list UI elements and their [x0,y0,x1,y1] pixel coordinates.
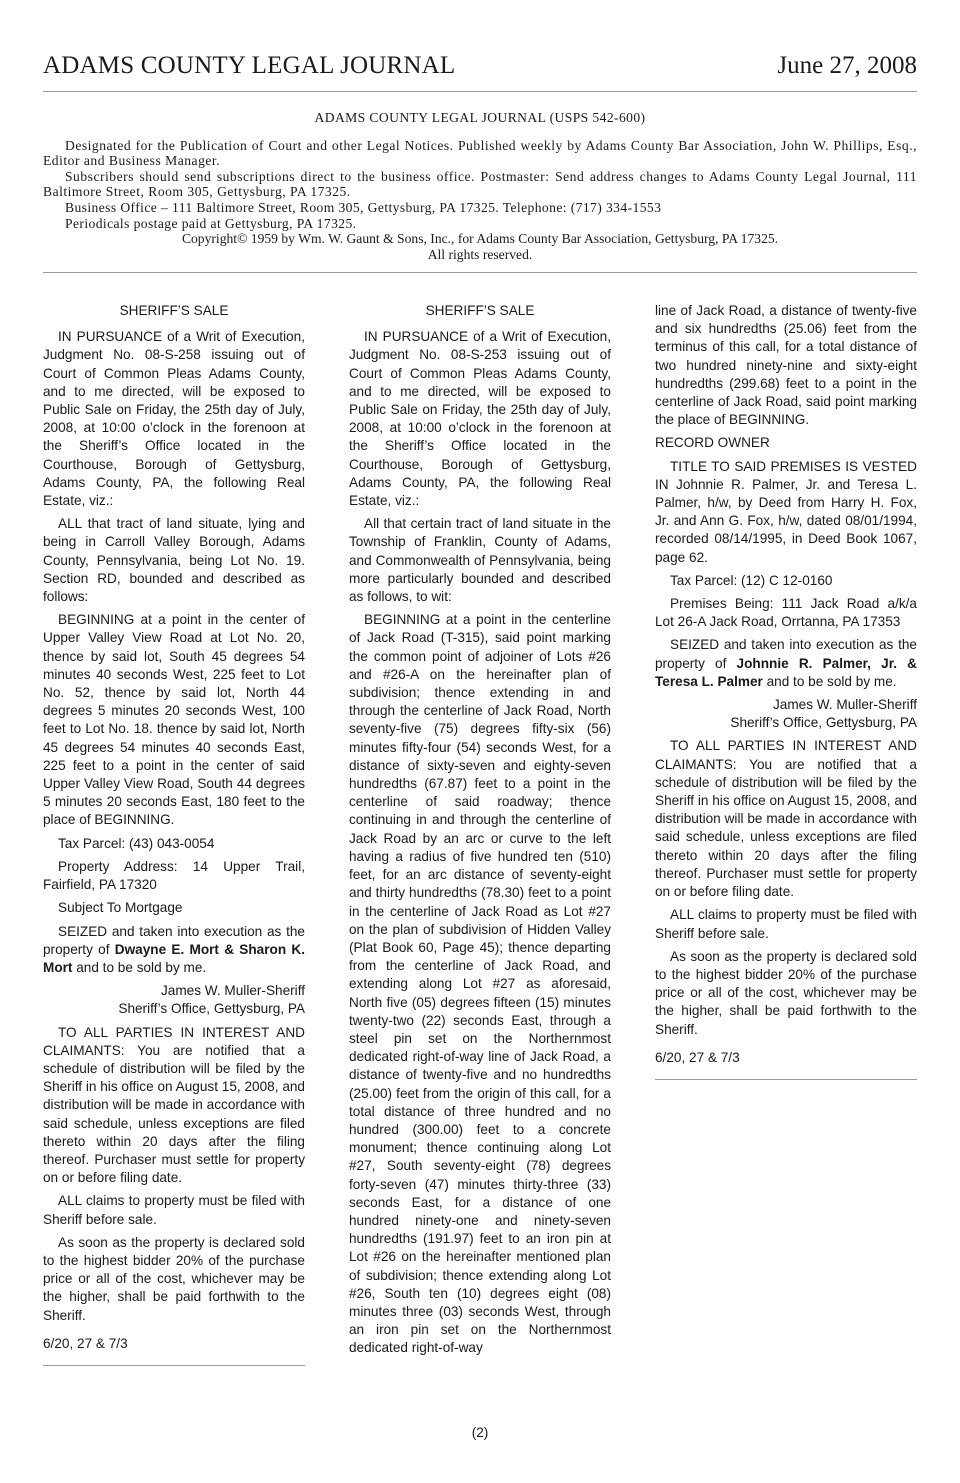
masthead-rights: All rights reserved. [427,246,533,262]
notice1-mortgage: Subject To Mortgage [58,900,183,916]
notice2-sheriff-name: James W. Muller-Sheriff [772,697,917,713]
column-1 [43,302,305,1366]
notice2-sheriff-office: Sheriff’s Office, Gettysburg, PA [730,715,917,731]
notice2-heading: SHERIFF’S SALE [425,303,535,318]
notice2-seized-post: and to be sold by me. [762,673,897,689]
notice2-claims: ALL claims to property must be filed with Sheriff before sale. [655,907,917,941]
masthead-subscribers: Subscribers should send subscriptions direct to the business office. Postmaster: Send address changes to Adams County Legal Journal, 111 Baltimore Street, Room 305, Gettysburg, PA 17325. [43,168,917,200]
masthead [43,110,917,262]
masthead-title: ADAMS COUNTY LEGAL JOURNAL (USPS 542-600) [314,110,646,125]
notice2-seized [655,636,917,691]
masthead-copyright: Copyright© 1959 by Wm. W. Gaunt & Sons, Inc., for Adams County Bar Association, Gettysburg, PA 17325. [181,231,779,247]
notice2-end-rule [655,1079,917,1080]
notice2-record-owner: RECORD OWNER [655,435,770,451]
notice2-beginning-continued: line of Jack Road, a distance of twenty-five and six hundredths (25.06) feet from the terminus of this call, for a total distance of two hundred ninety-nine and sixty-eight hundredths (299.68) feet to a point in the centerline of Jack Road, said point marking the place of BEGINNING. [655,303,917,428]
notice1-defendants: Dwayne E. Mort & Sharon K. Mort [43,941,305,975]
notice1-parties: TO ALL PARTIES IN INTEREST AND CLAIMANTS: You are notified that a schedule of distribution will be filed by the Sheriff in his office on August 15, 2008, and distribution will be made in accordance with said schedule, unless exceptions are filed thereto within 20 days after the filing thereof. Purchaser must settle for property on or before filing date. [43,1024,305,1186]
page-header [43,52,917,86]
notice2-premises: Premises Being: 111 Jack Road a/k/a Lot 26-A Jack Road, Orrtanna, PA 17353 [655,596,917,630]
journal-title: ADAMS COUNTY LEGAL JOURNAL [43,52,456,79]
notice1-claims: ALL claims to property must be filed with Sheriff before sale. [43,1193,305,1227]
notice1-sheriff-name: James W. Muller-Sheriff [160,983,305,999]
notice1-end-rule [43,1365,305,1366]
masthead-divider [43,272,917,273]
notice1-beginning: BEGINNING at a point in the center of Upper Valley View Road at Lot No. 20, thence by said lot, South 45 degrees 54 minutes 40 seconds West, 225 feet to Lot No. 52, thence by said lot, North 44 degrees 5 minutes 20 seconds West, 100 feet to Lot No. 18. thence by said lot, North 45 degrees 54 minutes 40 seconds East, 225 feet to a point in the center of said Upper Valley View Road, South 44 degrees 5 minutes 20 seconds East, 180 feet to the place of BEGINNING. [43,612,305,828]
column-3 [655,302,917,1080]
notice1-seized [43,923,305,978]
masthead-periodicals: Periodicals postage paid at Gettysburg, PA 17325. [65,215,357,231]
notice2-seized-pre: SEIZED and taken into execution as the property of [655,637,917,671]
notice1-dates: 6/20, 27 & 7/3 [43,1335,128,1351]
notice1-pursuance: IN PURSUANCE of a Writ of Execution, Judgment No. 08-S-258 issuing out of Court of Common Pleas Adams County, and to me directed, will be exposed to Public Sale on Friday, the 25th day of July, 2008, at 10:00 o’clock in the forenoon at the Sheriff’s Office located in the Courthouse, Borough of Gettysburg, Adams County, PA, the following Real Estate, viz.: [43,329,305,509]
notice1-tax-parcel: Tax Parcel: (43) 043-0054 [58,835,215,851]
page-number: (2) [471,1425,489,1440]
notice2-declared: As soon as the property is declared sold to the highest bidder 20% of the purchase price or all of the cost, whichever may be the higher, shall be paid forthwith to the Sheriff. [655,948,917,1037]
notice2-title: TITLE TO SAID PREMISES IS VESTED IN Johnnie R. Palmer, Jr. and Teresa L. Palmer, h/w, by Deed from Harry H. Fox, Jr. and Ann G. Fox, h/w, dated 08/01/1994, recorded 08/14/1995, in Deed Book 1067, page 62. [655,458,917,565]
notice1-property-address: Property Address: 14 Upper Trail, Fairfield, PA 17320 [43,858,305,893]
notice2-dates: 6/20, 27 & 7/3 [655,1049,740,1065]
notice2-defendants: Johnnie R. Palmer, Jr. & Teresa L. Palmer [655,655,917,689]
notice1-declared: As soon as the property is declared sold to the highest bidder 20% of the purchase price or all of the cost, whichever may be the higher, shall be paid forthwith to the Sheriff. [43,1234,305,1323]
notice2-parties: TO ALL PARTIES IN INTEREST AND CLAIMANTS: You are notified that a schedule of distribution will be filed by the Sheriff in his office on August 15, 2008, and distribution will be made in accordance with said schedule, unless exceptions are filed thereto within 20 days after the filing thereof. Purchaser must settle for property on or before filing date. [655,738,917,900]
issue-date: June 27, 2008 [777,52,917,79]
notice1-tract: ALL that tract of land situate, lying and being in Carroll Valley Borough, Adams County, Pennsylvania, being Lot No. 19. Section RD, bounded and described as follows: [43,516,305,605]
header-divider [43,91,917,92]
notice1-sheriff-office: Sheriff’s Office, Gettysburg, PA [118,1001,305,1017]
notice2-beginning: BEGINNING at a point in the centerline of Jack Road (T-315), said point marking the common point of adjoiner of Lots #26 and #26-A on the hereinafter plan of subdivision; thence extending in and through the centerline of Jack Road, North seventy-five (75) degrees fifty-six (56) minutes fifty-four (54) seconds West, for a distance of sixty-seven and eighty-seven hundredths (67.87) feet to a point in the centerline of said roadway; thence continuing in and through the centerline of Jack Road by an arc or curve to the left having a radius of five hundred ten (510) feet, for an arc distance of seventy-eight and thirty hundredths (78.30) feet to a point in the centerline of Jack Road as Lot #27 on the plan of subdivision of Hidden Valley (Plat Book 60, Page 45); thence departing from the centerline of Jack Road, and extending along Lot #27 as aforesaid, North five (05) degrees fifteen (15) minutes twenty-two (22) seconds East, through a steel pin set on the Northernmost dedicated right-of-way line of Jack Road, a distance of twenty-five and no hundredths (25.00) feet from the origin of this call, for a total distance of three hundred and no hundred (300.00) feet to a concrete monument; thence continuing along Lot #27, South seventy-eight (78) degrees forty-seven (47) minutes thirty-three (33) seconds East, for a distance of one hundred ninety-one and ninety-seven hundredths (191.97) feet to an iron pin at Lot #26 on the hereinafter mentioned plan of subdivision; thence extending along Lot #26, South ten (10) degrees eight (08) minutes three (03) seconds West, through an iron pin set on the Northernmost dedicated right-of-way [349,612,611,1356]
notice2-tax-parcel: Tax Parcel: (12) C 12-0160 [670,572,833,588]
masthead-business-office: Business Office – 111 Baltimore Street, Room 305, Gettysburg, PA 17325. Telephone: (717) 334-1553 [65,199,662,215]
notice1-heading: SHERIFF’S SALE [119,303,229,318]
masthead-designated: Designated for the Publication of Court and other Legal Notices. Published weekly by Adams County Bar Association, John W. Phillips, Esq., Editor and Business Manager. [43,137,917,169]
notice1-seized-post: and to be sold by me. [72,959,207,975]
column-2 [349,302,611,1363]
notice1-seized-pre: SEIZED and taken into execution as the property of [43,923,305,957]
notice2-pursuance: IN PURSUANCE of a Writ of Execution, Judgment No. 08-S-253 issuing out of Court of Common Pleas Adams County, and to me directed, will be exposed to Public Sale on Friday, the 25th day of July, 2008, at 10:00 o’clock in the forenoon at the Sheriff’s Office located in the Courthouse, Borough of Gettysburg, Adams County, PA, the following Real Estate, viz.: [349,329,611,509]
notice2-tract: All that certain tract of land situate in the Township of Franklin, County of Adams, and Commonwealth of Pennsylvania, being more particularly bounded and described as follows, to wit: [349,516,611,605]
